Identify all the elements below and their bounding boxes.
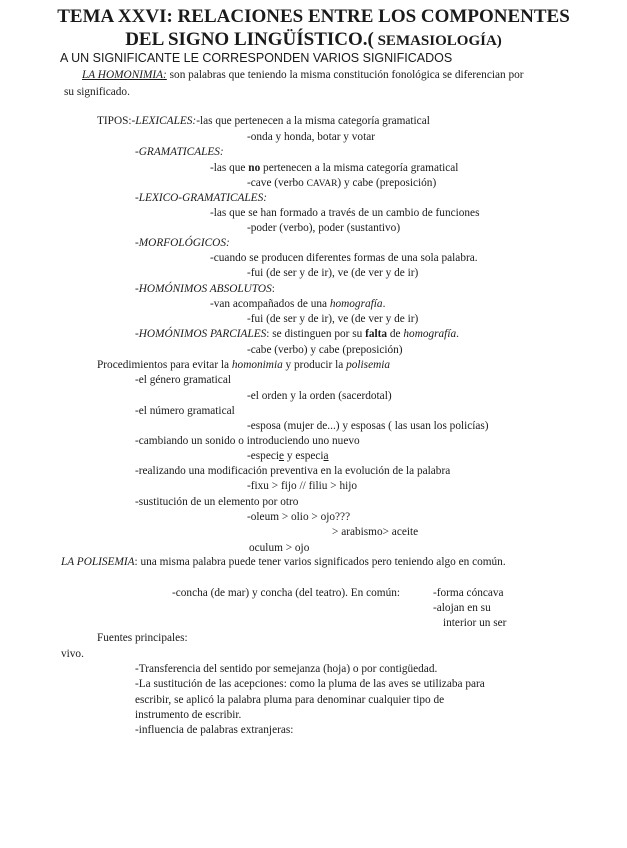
page-title-line-2 (0, 29, 627, 52)
sonido-ex-c: y especi (284, 450, 324, 462)
title-line-1: TEMA XXVI: RELACIONES ENTRE LOS COMPONENTES (57, 6, 570, 27)
parciales-term (135, 328, 459, 341)
fuentes-label: Fuentes principales: (97, 632, 188, 644)
lexicales-example: -onda y honda, botar y votar (247, 131, 375, 143)
polisemia-def: : una misma palabra puede tener varios significados pero teniendo algo en común. (134, 556, 506, 568)
lexicales-term: LEXICALES: (135, 115, 197, 127)
procedimientos-intro-c: y producir la (282, 359, 347, 371)
procedimientos-intro-d: polisemia (346, 359, 391, 371)
absolutos-term (135, 283, 275, 296)
fuentes-item-3: -influencia de palabras extranjeras: (135, 724, 294, 736)
absolutos-def-c: . (382, 298, 386, 310)
gramaticales-def-no: no (248, 162, 261, 174)
sustitucion-example-3: oculum > ojo (249, 542, 310, 554)
homonimia-def-1: son palabras que teniendo la misma constitución fonológica se diferencian por (166, 69, 524, 81)
procedimiento-sonido-example (247, 450, 329, 463)
absolutos-def-b: homografía (329, 298, 383, 310)
procedimiento-sonido: -cambiando un sonido o introduciendo uno nuevo (135, 435, 360, 447)
parciales-def-a: : se distinguen por su (266, 328, 366, 340)
polisemia-comun-3: interior un ser (443, 617, 507, 629)
gramaticales-term (135, 146, 224, 159)
polisemia-comun-4: vivo. (61, 648, 84, 660)
parciales-example: -cabe (verbo) y cabe (preposición) (247, 344, 403, 356)
title-paren: SEMASIOLOGÍA) (373, 33, 502, 49)
parciales-def-d: . (456, 328, 459, 340)
fuentes-item-1: -Transferencia del sentido por semejanza (hoja) o por contigüedad. (135, 663, 438, 675)
gramaticales-def (210, 162, 458, 175)
procedimiento-modificacion-example: -fixu > fijo // filiu > hijo (247, 480, 358, 492)
polisemia-comun-1: -forma cóncava (433, 587, 504, 599)
gramaticales-ex-a: -cave (verbo (247, 177, 307, 189)
heading-significante: A UN SIGNIFICANTE LE CORRESPONDEN VARIOS SIGNIFICADOS (60, 51, 453, 65)
page-title (0, 6, 627, 27)
fuentes-item-2-line-3: instrumento de escribir. (135, 709, 242, 721)
gramaticales-def-b: pertenecen a la misma categoría gramatical (260, 162, 459, 174)
procedimiento-genero: -el género gramatical (135, 374, 231, 386)
homonimia-term: LA HOMONIMIA: (82, 69, 167, 81)
polisemia-concha: -concha (de mar) y concha (del teatro). En común: (172, 587, 401, 599)
absolutos-example: -fui (de ser y de ir), ve (de ver y de ir) (247, 313, 419, 325)
morfologicos-def: -cuando se producen diferentes formas de una sola palabra. (210, 252, 478, 264)
morfologicos-term (135, 237, 230, 250)
morfologicos-label: -MORFOLÓGICOS: (135, 237, 230, 249)
procedimiento-sustitucion: -sustitución de un elemento por otro (135, 496, 299, 508)
polisemia-definition (61, 556, 506, 569)
sonido-ex-a: -especi (247, 450, 279, 462)
procedimientos-intro-a: Procedimientos para evitar la (97, 359, 232, 371)
parciales-def-falta: falta (365, 328, 388, 340)
sustitucion-example-2: > arabismo> aceite (332, 526, 419, 538)
sonido-ex-b: e (279, 450, 285, 462)
absolutos-label: -HOMÓNIMOS ABSOLUTOS (135, 283, 272, 295)
lexicogram-def: -las que se han formado a través de un cambio de funciones (210, 207, 480, 219)
fuentes-item-2-line-2: escribir, se aplicó la palabra pluma para denominar cualquier tipo de (135, 694, 445, 706)
parciales-def-c: homografía (403, 328, 457, 340)
procedimiento-numero: -el número gramatical (135, 405, 235, 417)
polisemia-term: LA POLISEMIA (61, 556, 135, 568)
title-line-2: DEL SIGNO LINGÜÍSTICO.( (125, 29, 374, 50)
parciales-label: -HOMÓNIMOS PARCIALES (135, 328, 267, 340)
lexicogram-label: -LEXICO-GRAMATICALES: (135, 192, 267, 204)
sonido-ex-d: a (323, 450, 329, 462)
absolutos-colon: : (271, 283, 275, 295)
gramaticales-ex-cavar: CAVAR (306, 179, 338, 189)
lexicogram-term (135, 192, 267, 205)
absolutos-def (210, 298, 385, 311)
polisemia-comun-2: -alojan en su (433, 602, 491, 614)
homonimia-def-2: su significado. (64, 86, 130, 98)
homonimia-definition (82, 69, 524, 82)
parciales-def-b: de (387, 328, 404, 340)
absolutos-def-a: -van acompañados de una (210, 298, 330, 310)
procedimientos-intro-b: homonimia (231, 359, 283, 371)
sustitucion-example-1: -oleum > olio > ojo??? (247, 511, 351, 523)
tipos-lexicales (97, 115, 430, 128)
gramaticales-example (247, 177, 436, 191)
gramaticales-def-a: -las que (210, 162, 249, 174)
gramaticales-ex-b: ) y cabe (preposición) (337, 177, 437, 189)
fuentes-item-2-line-1: -La sustitución de las acepciones: como la pluma de las aves se utilizaba para (135, 678, 485, 690)
gramaticales-label: -GRAMATICALES: (135, 146, 224, 158)
procedimiento-genero-example: -el orden y la orden (sacerdotal) (247, 390, 392, 402)
lexicogram-example: -poder (verbo), poder (sustantivo) (247, 222, 401, 234)
procedimiento-modificacion: -realizando una modificación preventiva en la evolución de la palabra (135, 465, 451, 477)
procedimiento-numero-example: -esposa (mujer de...) y esposas ( las usan los policías) (247, 420, 489, 432)
procedimientos-intro (97, 359, 390, 372)
morfologicos-example: -fui (de ser y de ir), ve (de ver y de ir) (247, 267, 419, 279)
tipos-label: TIPOS:- (97, 115, 136, 127)
lexicales-def: -las que pertenecen a la misma categoría gramatical (196, 115, 430, 127)
